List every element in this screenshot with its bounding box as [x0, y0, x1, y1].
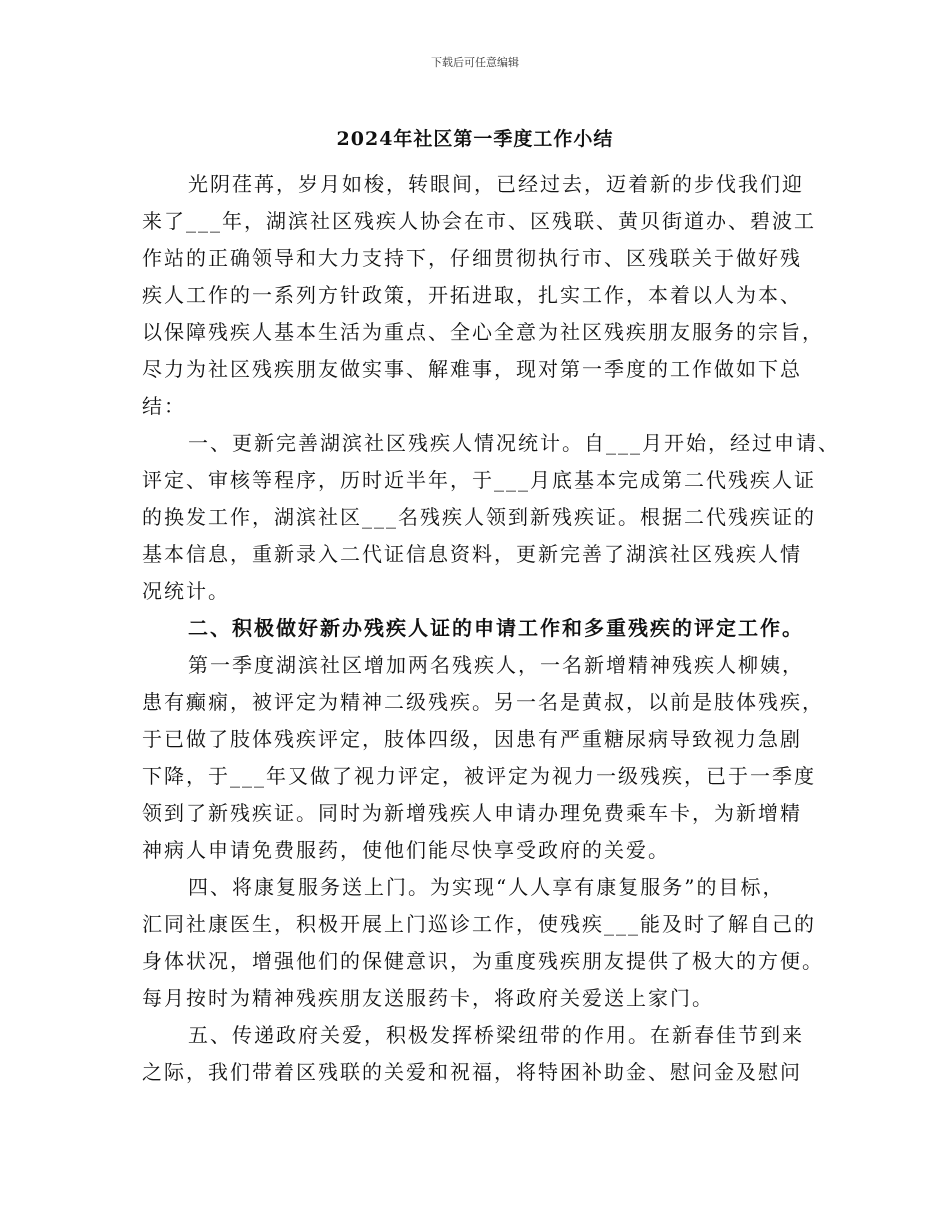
document-body — [142, 166, 840, 1091]
text-line: 结： — [142, 394, 186, 418]
text-line: 于已做了肢体残疾评定，肢体四级，因患有严重糖尿病导致视力急剧 — [142, 727, 802, 751]
text-line: 基本信息，重新录入二代证信息资料，更新完善了湖滨社区残疾人情 — [142, 542, 802, 566]
text-line: 第一季度湖滨社区增加两名残疾人，一名新增精神残疾人柳姨， — [188, 653, 804, 677]
text-line: 患有癫痫，被评定为精神二级残疾。另一名是黄叔，以前是肢体残疾， — [142, 690, 824, 714]
text-line: 每月按时为精神残疾朋友送服药卡，将政府关爱送上家门。 — [142, 986, 714, 1010]
text-line: 领到了新残疾证。同时为新增残疾人申请办理免费乘车卡，为新增精 — [142, 801, 802, 825]
text-line: 况统计。 — [142, 579, 230, 603]
text-line: 一、更新完善湖滨社区残疾人情况统计。自___月开始，经过申请、 — [188, 431, 840, 455]
text-line: 作站的正确领导和大力支持下，仔细贯彻执行市、区残联关于做好残 — [142, 246, 802, 270]
text-line: 身体状况，增强他们的保健意识，为重度残疾朋友提供了极大的方便。 — [142, 949, 824, 973]
text-line: 尽力为社区残疾朋友做实事、解难事，现对第一季度的工作做如下总 — [142, 357, 802, 381]
text-line: 光阴荏苒，岁月如梭，转眼间，已经过去，迈着新的步伐我们迎 — [188, 172, 804, 196]
text-line: 评定、审核等程序，历时近半年，于___月底基本完成第二代残疾人证 — [142, 468, 816, 492]
text-line: 神病人申请免费服药，使他们能尽快享受政府的关爱。 — [142, 838, 670, 862]
section-heading: 二、积极做好新办残疾人证的申请工作和多重残疾的评定工作。 — [188, 616, 804, 640]
download-note: 下载后可任意编辑 — [431, 56, 519, 69]
text-line: 来了___年，湖滨社区残疾人协会在市、区残联、黄贝街道办、碧波工 — [142, 209, 816, 233]
text-line: 之际，我们带着区残联的关爱和祝福，将特困补助金、慰问金及慰问 — [142, 1060, 802, 1084]
text-line: 五、传递政府关爱，积极发挥桥梁纽带的作用。在新春佳节到来 — [188, 1023, 804, 1047]
text-line: 以保障残疾人基本生活为重点、全心全意为社区残疾朋友服务的宗旨， — [142, 320, 824, 344]
text-line: 汇同社康医生，积极开展上门巡诊工作，使残疾___能及时了解自己的 — [142, 912, 816, 936]
text-line: 四、将康复服务送上门。为实现“人人享有康复服务”的目标， — [188, 875, 785, 899]
document-title: 2024年社区第一季度工作小结 — [336, 128, 614, 150]
text-line: 的换发工作，湖滨社区___名残疾人领到新残疾证。根据二代残疾证的 — [142, 505, 816, 529]
text-line: 下降，于___年又做了视力评定，被评定为视力一级残疾，已于一季度 — [142, 764, 816, 788]
text-line: 疾人工作的一系列方针政策，开拓进取，扎实工作，本着以人为本、 — [142, 283, 802, 307]
